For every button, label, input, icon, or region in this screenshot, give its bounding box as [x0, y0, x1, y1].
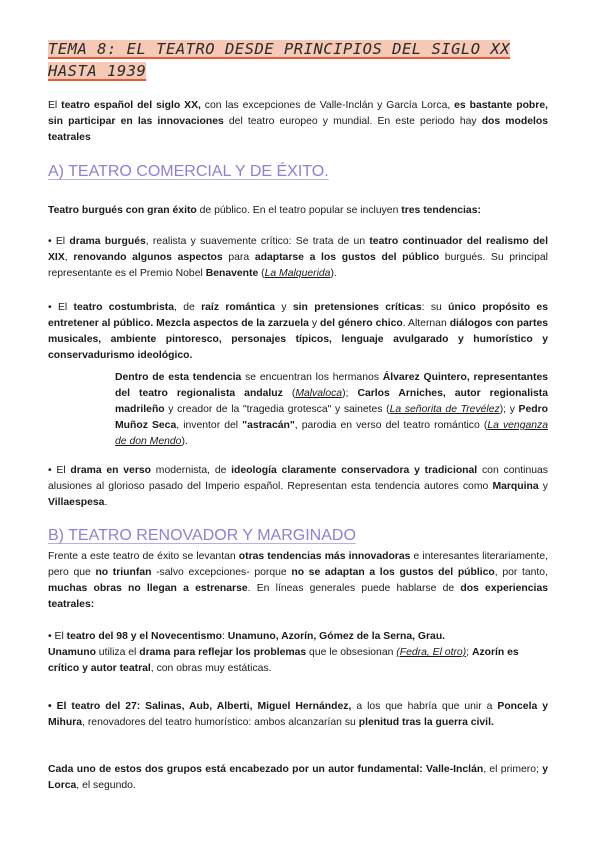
- page-title: [48, 38, 548, 82]
- section-a-lead: Teatro burgués con gran éxito de público. En el teatro popular se incluyen tres tendencias:: [48, 205, 481, 216]
- drama-burgues-paragraph: • El drama burgués, realista y suavemente crítico: Se trata de un teatro continuador del realismo del XIX, renovando algunos aspectos para adaptarse a los gustos del público burgués. Su principal representante es el Premio Nobel Benavente (La Malquerida).: [48, 236, 548, 279]
- costumbrista-paragraph: • El teatro costumbrista, de raíz romántica y sin pretensiones críticas: su único propósito es entretener al público. Mezcla aspectos de la zarzuela y del género chico. Alternan diálogos con partes musicales, ambiente pintoresco, personajes típicos, lenguaje avulgarado y humorístico y conservadurismo ideológico.: [48, 302, 548, 361]
- costumbrista-detail-paragraph: Dentro de esta tendencia se encuentran los hermanos Álvarez Quintero, representantes del teatro regionalista andaluz (Malvaloca); Carlos Arniches, autor regionalista madrileño y creador de la "tragedia grotesca" y sainetes (La señorita de Trevélez); y Pedro Muñoz Seca, inventor del "astracán", parodia en verso del teatro romántico (La venganza de don Mendo).: [115, 372, 549, 447]
- teatro-98-paragraph: • El teatro del 98 y el Novecentismo: Unamuno, Azorín, Gómez de la Serna, Grau. Unamuno utiliza el drama para reflejar los problemas que le obsesionan (Fedra, El otro); Azorín es crítico y autor teatral, con obras muy estáticas.: [48, 631, 519, 674]
- intro-paragraph: El teatro español del siglo XX, con las excepciones de Valle-Inclán y García Lorca, es bastante pobre, sin participar en las innovaciones del teatro europeo y mundial. En este periodo hay dos modelos teatrales: [48, 100, 548, 143]
- title-line-1: TEMA 8: EL TEATRO DESDE PRINCIPIOS DEL SIGLO XX: [48, 40, 511, 58]
- drama-verso-paragraph: • El drama en verso modernista, de ideología claramente conservadora y tradicional con continuas alusiones al glorioso pasado del Imperio español. Representan esta tendencia autores como Marquina y Villaespesa.: [48, 465, 548, 508]
- title-line-2: HASTA 1939: [48, 62, 147, 80]
- section-b-heading: B) TEATRO RENOVADOR Y MARGINADO: [48, 527, 356, 544]
- closing-paragraph: Cada uno de estos dos grupos está encabezado por un autor fundamental: Valle-Inclán, el primero; y Lorca, el segundo.: [48, 764, 548, 791]
- section-b-lead: Frente a este teatro de éxito se levantan otras tendencias más innovadoras e interesantes literariamente, pero que no triunfan -salvo excepciones- porque no se adaptan a los gustos del público, por tanto, muchas obras no llegan a estrenarse. En líneas generales puede hablarse de dos experiencias teatrales:: [48, 551, 548, 610]
- teatro-27-paragraph: • El teatro del 27: Salinas, Aub, Alberti, Miguel Hernández, a los que habría que unir a Poncela y Mihura, renovadores del teatro humorístico: ambos alcanzarían su plenitud tras la guerra civil.: [48, 701, 548, 728]
- section-a-heading: A) TEATRO COMERCIAL Y DE ÉXITO.: [48, 163, 329, 180]
